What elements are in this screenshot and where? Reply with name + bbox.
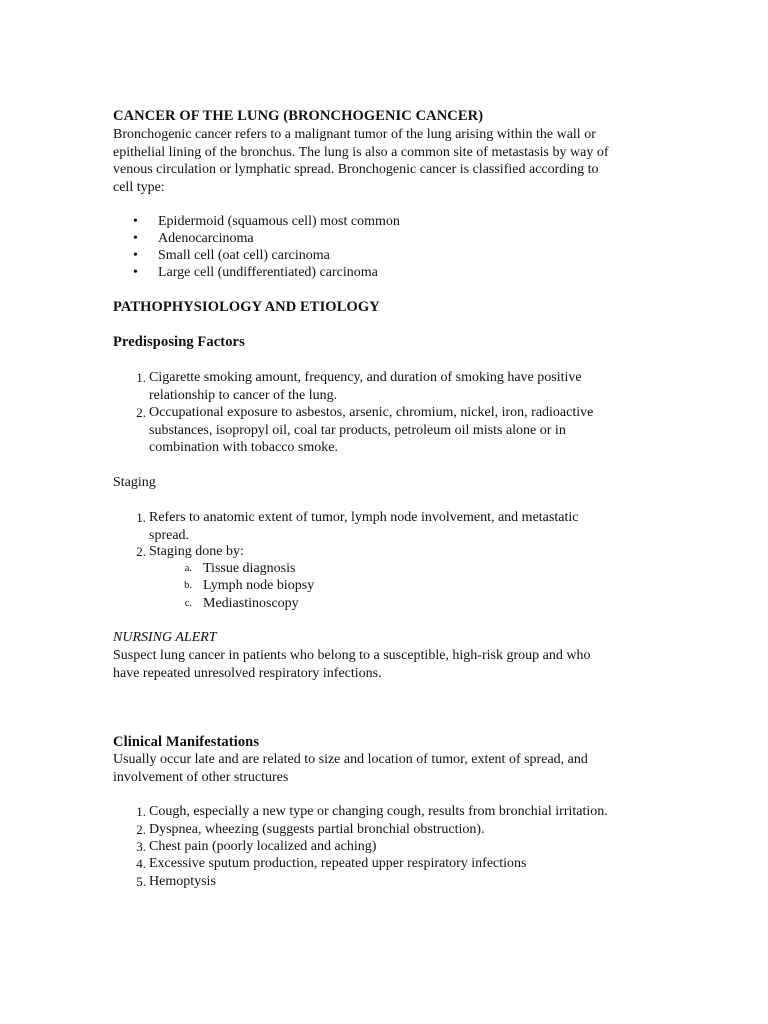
bullet-marker: • bbox=[133, 214, 138, 229]
intro-line: epithelial lining of the bronchus. The lung is also a common site of metastasis by way of bbox=[113, 144, 609, 160]
list-number: 1. bbox=[136, 804, 146, 819]
list-item-line: Staging done by: bbox=[149, 544, 244, 559]
clinical-intro-line: involvement of other structures bbox=[113, 769, 289, 785]
section-heading-pathophysiology: PATHOPHYSIOLOGY AND ETIOLOGY bbox=[113, 299, 380, 315]
bullet-marker: • bbox=[133, 265, 138, 280]
list-item-text bbox=[149, 404, 629, 457]
intro-line: Bronchogenic cancer refers to a malignant tumor of the lung arising within the wall or bbox=[113, 127, 596, 142]
nursing-alert-line: Suspect lung cancer in patients who belong to a susceptible, high-risk group and who bbox=[113, 648, 591, 663]
list-item-text: Adenocarcinoma bbox=[158, 231, 254, 246]
list-number: 2. bbox=[136, 822, 146, 837]
sub-list-item-text: Mediastinoscopy bbox=[203, 596, 299, 611]
list-item-line: Refers to anatomic extent of tumor, lymph node involvement, and metastatic bbox=[149, 510, 579, 525]
list-number: 2. bbox=[136, 405, 146, 420]
list-item-text bbox=[149, 509, 629, 544]
sub-list-letter: b. bbox=[184, 580, 192, 591]
list-item-text: Cough, especially a new type or changing cough, results from bronchial irritation. bbox=[149, 804, 608, 819]
list-item-text: Small cell (oat cell) carcinoma bbox=[158, 248, 330, 263]
sub-list-letter: a. bbox=[184, 563, 192, 574]
list-number: 4. bbox=[136, 856, 146, 871]
list-item-text: Excessive sputum production, repeated upper respiratory infections bbox=[149, 856, 527, 871]
intro-line: venous circulation or lymphatic spread. Bronchogenic cancer is classified according to bbox=[113, 162, 599, 177]
document-title: CANCER OF THE LUNG (BRONCHOGENIC CANCER) bbox=[113, 108, 484, 124]
list-item-text: Dyspnea, wheezing (suggests partial bronchial obstruction). bbox=[149, 822, 485, 837]
list-item-text: Epidermoid (squamous cell) most common bbox=[158, 214, 400, 229]
bullet-marker: • bbox=[133, 248, 138, 263]
subsection-heading-staging: Staging bbox=[113, 475, 156, 490]
clinical-intro-line: Usually occur late and are related to size and location of tumor, extent of spread, and bbox=[113, 752, 588, 767]
bullet-marker: • bbox=[133, 231, 138, 246]
list-item-text bbox=[149, 369, 629, 404]
nursing-alert-line: have repeated unresolved respiratory infections. bbox=[113, 665, 382, 681]
list-item-line: relationship to cancer of the lung. bbox=[149, 387, 338, 403]
sub-list-item-text: Lymph node biopsy bbox=[203, 578, 315, 593]
clinical-intro bbox=[113, 751, 661, 786]
subsection-heading-predisposing: Predisposing Factors bbox=[113, 334, 245, 350]
subsection-heading-clinical: Clinical Manifestations bbox=[113, 734, 260, 750]
list-number: 1. bbox=[136, 370, 146, 385]
list-number: 1. bbox=[136, 510, 146, 525]
nursing-alert-heading: NURSING ALERT bbox=[113, 630, 217, 645]
list-item-text: Large cell (undifferentiated) carcinoma bbox=[158, 265, 378, 280]
sub-list-item-text: Tissue diagnosis bbox=[203, 561, 296, 576]
list-number: 3. bbox=[136, 839, 146, 854]
list-number: 2. bbox=[136, 544, 146, 559]
list-item-line: Occupational exposure to asbestos, arsenic, chromium, nickel, iron, radioactive bbox=[149, 405, 594, 420]
intro-line: cell type: bbox=[113, 179, 165, 195]
intro-paragraph bbox=[113, 126, 661, 196]
list-item-line: substances, isopropyl oil, coal tar products, petroleum oil mists alone or in bbox=[149, 422, 566, 438]
list-item-line: combination with tobacco smoke. bbox=[149, 440, 338, 455]
list-item-line: spread. bbox=[149, 527, 190, 543]
list-number: 5. bbox=[136, 874, 146, 889]
list-item-text: Hemoptysis bbox=[149, 874, 216, 889]
sub-list-letter: c. bbox=[184, 598, 192, 609]
list-item-line: Cigarette smoking amount, frequency, and duration of smoking have positive bbox=[149, 370, 582, 385]
list-item-text: Chest pain (poorly localized and aching) bbox=[149, 839, 377, 854]
list-item-text bbox=[149, 543, 629, 561]
nursing-alert-text bbox=[113, 647, 661, 682]
